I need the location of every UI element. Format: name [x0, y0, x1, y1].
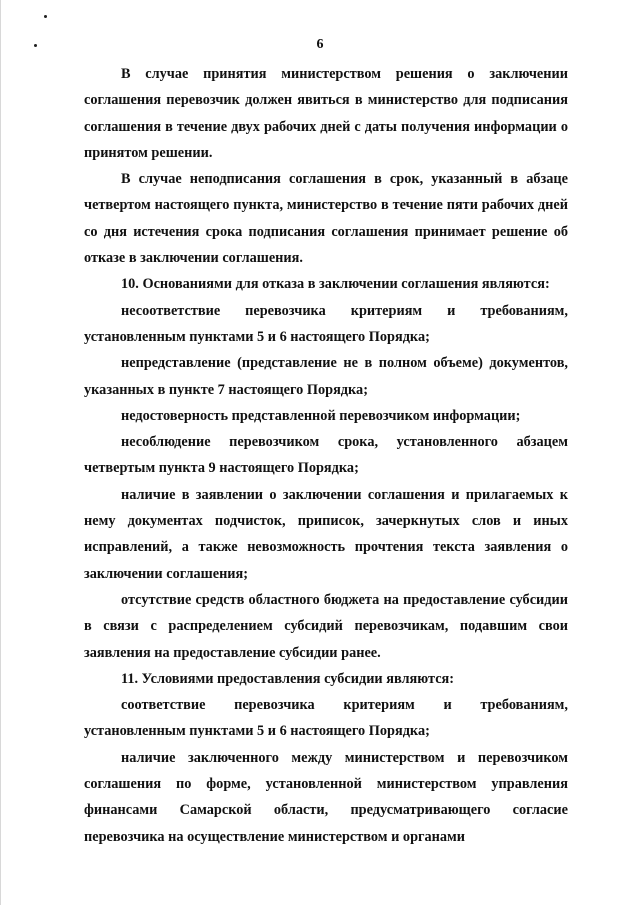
paragraph: несоответствие перевозчика критериям и требованиям, установленным пунктами 5 и 6 настоящего Порядка;	[84, 302, 568, 345]
paragraph: недостоверность представленной перевозчиком информации;	[121, 407, 521, 424]
paragraph: наличие в заявлении о заключении соглашения и прилагаемых к нему документах подчисток, приписок, зачеркнутых слов и иных исправлений, а также невозможность прочтения текста заявления о заключении соглашения;	[84, 486, 568, 582]
paragraph: отсутствие средств областного бюджета на предоставление субсидии в связи с распределением субсидий перевозчикам, подавшим свои заявления на предоставление субсидии ранее.	[84, 591, 568, 661]
scan-speck	[44, 15, 47, 18]
paragraph: 11. Условиями предоставления субсидии являются:	[121, 670, 455, 687]
paragraph: наличие заключенного между министерством и перевозчиком соглашения по форме, установленной министерством управления финансами Самарской области, предусматривающего согласие перевозчика на осуществление министерством и органами	[84, 749, 568, 845]
paragraph: соответствие перевозчика критериям и требованиям, установленным пунктами 5 и 6 настоящего Порядка;	[84, 697, 568, 740]
paragraph: непредставление (представление не в полном объеме) документов, указанных в пункте 7 настоящего Порядка;	[84, 355, 568, 398]
document-body	[84, 61, 568, 850]
paragraph: В случае принятия министерством решения о заключении соглашения перевозчик должен явиться в министерство для подписания соглашения в течение двух рабочих дней с даты получения информации о принятом решении.	[84, 66, 568, 161]
page-left-edge	[0, 0, 1, 905]
paragraph: В случае неподписания соглашения в срок, указанный в абзаце четвертом настоящего пункта, министерство в течение пяти рабочих дней со дня истечения срока подписания соглашения принимает решение об отказе в заключении соглашения.	[84, 171, 568, 267]
page-number: 6	[316, 37, 324, 52]
paragraph: 10. Основаниями для отказа в заключении соглашения являются:	[121, 276, 550, 293]
paragraph: несоблюдение перевозчиком срока, установленного абзацем четвертым пункта 9 настоящего Порядка;	[84, 434, 568, 477]
